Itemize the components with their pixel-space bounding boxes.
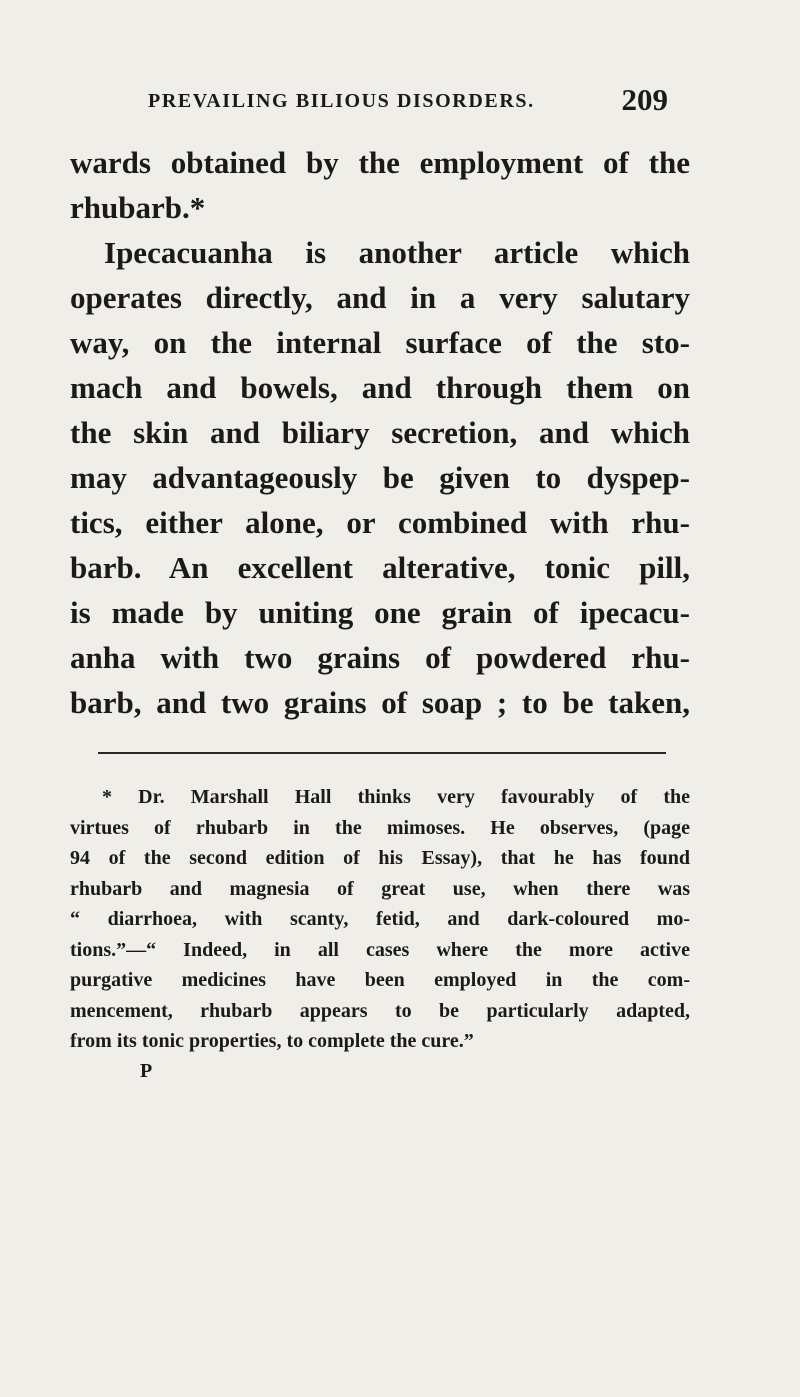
footnote-line: rhubarb and magnesia of great use, when there was (70, 877, 690, 900)
body-line: barb, and two grains of soap ; to be taken, (70, 685, 690, 720)
body-text (70, 140, 690, 725)
body-line: rhubarb.* (70, 190, 206, 225)
page-number: 209 (621, 82, 668, 117)
footnote-line: 94 of the second edition of his Essay), that he has found (70, 847, 690, 869)
footnote-line: * Dr. Marshall Hall thinks very favourably of the (102, 786, 690, 808)
footnote-divider (98, 752, 666, 754)
footnote-line: purgative medicines have been employed in the com- (70, 969, 690, 991)
footnote (70, 782, 690, 1057)
body-line: barb. An excellent alterative, tonic pill, (70, 550, 690, 585)
footnote-line: virtues of rhubarb in the mimoses. He observes, (page (70, 816, 690, 839)
body-line: way, on the internal surface of the sto- (70, 325, 690, 360)
running-head (148, 82, 668, 116)
body-line: is made by uniting one grain of ipecacu- (70, 595, 690, 630)
footnote-line: from its tonic properties, to complete the cure.” (70, 1030, 474, 1052)
footnote-line: tions.”—“ Indeed, in all cases where the more active (70, 938, 690, 961)
body-line: wards obtained by the employment of the (70, 145, 690, 180)
signature-mark: P (140, 1060, 153, 1082)
body-line: may advantageously be given to dyspep- (70, 460, 690, 495)
body-line: operates directly, and in a very salutary (70, 280, 690, 315)
body-line: anha with two grains of powdered rhu- (70, 640, 690, 675)
footnote-line: “ diarrhoea, with scanty, fetid, and dark-coloured mo- (70, 908, 690, 930)
running-title: PREVAILING BILIOUS DISORDERS. (148, 90, 535, 112)
body-line: mach and bowels, and through them on (70, 370, 690, 405)
body-line: Ipecacuanha is another article which (104, 235, 690, 270)
body-line: tics, either alone, or combined with rhu- (70, 505, 690, 540)
footnote-line: mencement, rhubarb appears to be particularly adapted, (70, 999, 690, 1022)
body-line: the skin and biliary secretion, and which (70, 415, 690, 450)
